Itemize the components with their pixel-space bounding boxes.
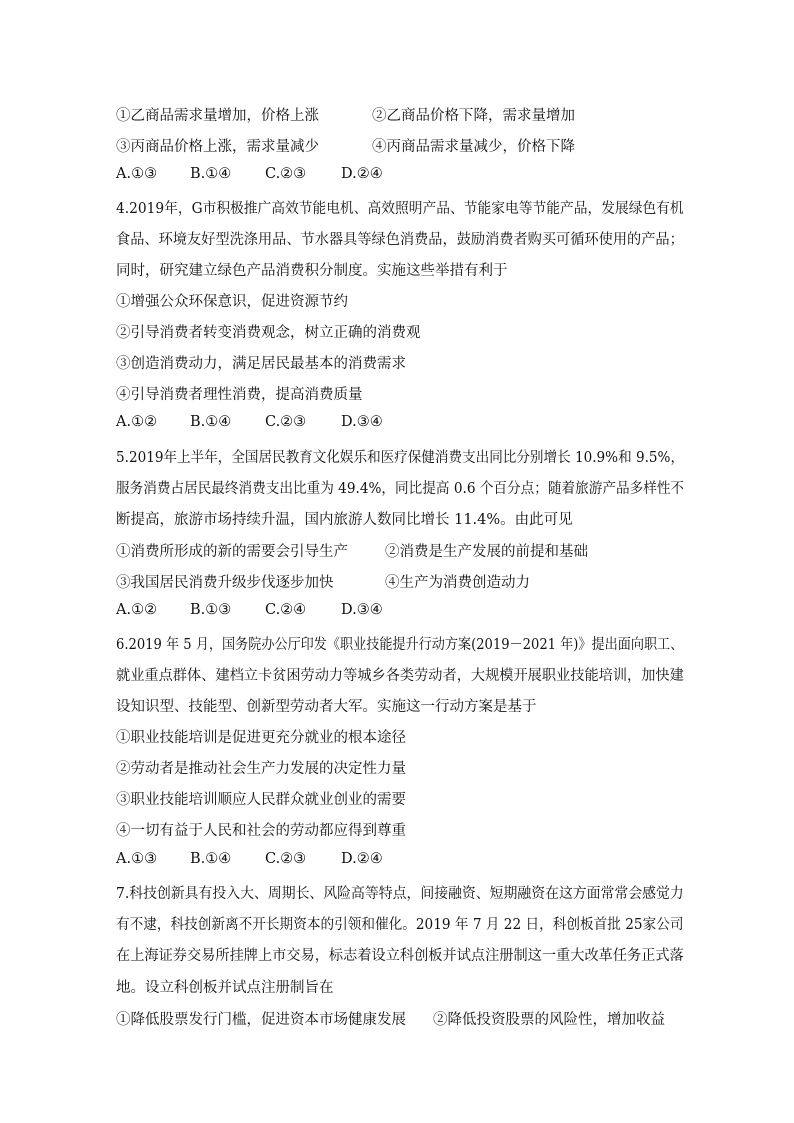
q5-option-2: ②消费是生产发展的前提和基础 <box>385 544 588 560</box>
q7-stem-line-1: 7.科技创新具有投入大、周期长、风险高等特点，间接融资、短期融资在这方面常常会感觉力 <box>116 886 684 902</box>
q3-option-4: ④丙商品需求量减少，价格下降 <box>372 139 575 155</box>
q6-item-3: ③职业技能培训顺应人民群众就业创业的需要 <box>116 792 406 808</box>
q4-choice-c: C.②③ <box>265 414 307 430</box>
q4-item-2: ②引导消费者转变消费观念，树立正确的消费观 <box>116 325 421 341</box>
q7-stem-line-4: 地。设立科创板并试点注册制旨在 <box>116 980 334 996</box>
q5-choice-b: B.①③ <box>190 602 232 618</box>
q6-item-1: ①职业技能培训是促进更充分就业的根本途径 <box>116 730 406 746</box>
q4-stem-line-3: 同时，研究建立绿色产品消费积分制度。实施这些举措有利于 <box>116 263 508 279</box>
q4-item-1: ①增强公众环保意识，促进资源节约 <box>116 294 348 310</box>
q5-stem-line-1: 5.2019年上半年，全国居民教育文化娱乐和医疗保健消费支出同比分别增长 10.9%和 9.5%， <box>116 450 685 466</box>
q5-option-4: ④生产为消费创造动力 <box>385 575 530 591</box>
q7-option-2: ②降低投资股票的风险性，增加收益 <box>433 1012 665 1028</box>
q5-choice-d: D.③④ <box>341 602 383 618</box>
q6-choice-d: D.②④ <box>341 851 383 867</box>
q4-choice-d: D.③④ <box>341 414 383 430</box>
q3-choice-d: D.②④ <box>341 166 383 182</box>
q5-option-3: ③我国居民消费升级步伐逐步加快 <box>116 575 334 591</box>
q6-choice-b: B.①④ <box>190 851 232 867</box>
q7-stem-line-3: 在上海证券交易所挂牌上市交易，标志着设立科创板并试点注册制这一重大改革任务正式落 <box>116 948 684 964</box>
q6-choice-a: A.①③ <box>116 851 158 867</box>
q6-stem-line-2: 就业重点群体、建档立卡贫困劳动力等城乡各类劳动者，大规模开展职业技能培训，加快建 <box>116 668 684 684</box>
q3-choice-c: C.②③ <box>265 166 307 182</box>
q6-stem-line-3: 设知识型、技能型、创新型劳动者大军。实施这一行动方案是基于 <box>116 699 537 715</box>
q4-stem-line-2: 食品、环境友好型洗涤用品、节水器具等绿色消费品，鼓励消费者购买可循环使用的产品； <box>116 232 684 248</box>
q7-option-1: ①降低股票发行门槛，促进资本市场健康发展 <box>116 1012 406 1028</box>
q6-item-4: ④一切有益于人民和社会的劳动都应得到尊重 <box>116 823 406 839</box>
q6-stem-line-1: 6.2019 年 5 月，国务院办公厅印发《职业技能提升行动方案(2019－2021 年)》提出面向职工、 <box>116 637 684 653</box>
q3-choice-a: A.①③ <box>116 166 158 182</box>
q4-item-3: ③创造消费动力，满足居民最基本的消费需求 <box>116 356 406 372</box>
q5-choice-a: A.①② <box>116 602 158 618</box>
q6-choice-c: C.②③ <box>265 851 307 867</box>
q3-option-3: ③丙商品价格上涨，需求量减少 <box>116 139 319 155</box>
q4-choice-a: A.①② <box>116 414 158 430</box>
q3-option-1: ①乙商品需求量增加，价格上涨 <box>116 108 319 124</box>
q7-stem-line-2: 有不逮，科技创新离不开长期资本的引领和催化。2019 年 7 月 22 日，科创板首批 25家公司 <box>116 917 684 933</box>
q4-item-4: ④引导消费者理性消费，提高消费质量 <box>116 387 363 403</box>
q6-item-2: ②劳动者是推动社会生产力发展的决定性力量 <box>116 761 406 777</box>
q5-stem-line-2: 服务消费占居民最终消费支出比重为 49.4%，同比提高 0.6 个百分点；随着旅游产品多样性不 <box>116 481 685 497</box>
q5-stem-line-3: 断提高，旅游市场持续升温，国内旅游人数同比增长 11.4%。由此可见 <box>116 512 573 528</box>
q5-choice-c: C.②④ <box>265 602 307 618</box>
q3-option-2: ②乙商品价格下降，需求量增加 <box>372 108 575 124</box>
q4-stem-line-1: 4.2019年，G市积极推广高效节能电机、高效照明产品、节能家电等节能产品，发展绿色有机 <box>116 201 684 217</box>
q4-choice-b: B.①④ <box>190 414 232 430</box>
q3-choice-b: B.①④ <box>190 166 232 182</box>
q5-option-1: ①消费所形成的新的需要会引导生产 <box>116 544 348 560</box>
